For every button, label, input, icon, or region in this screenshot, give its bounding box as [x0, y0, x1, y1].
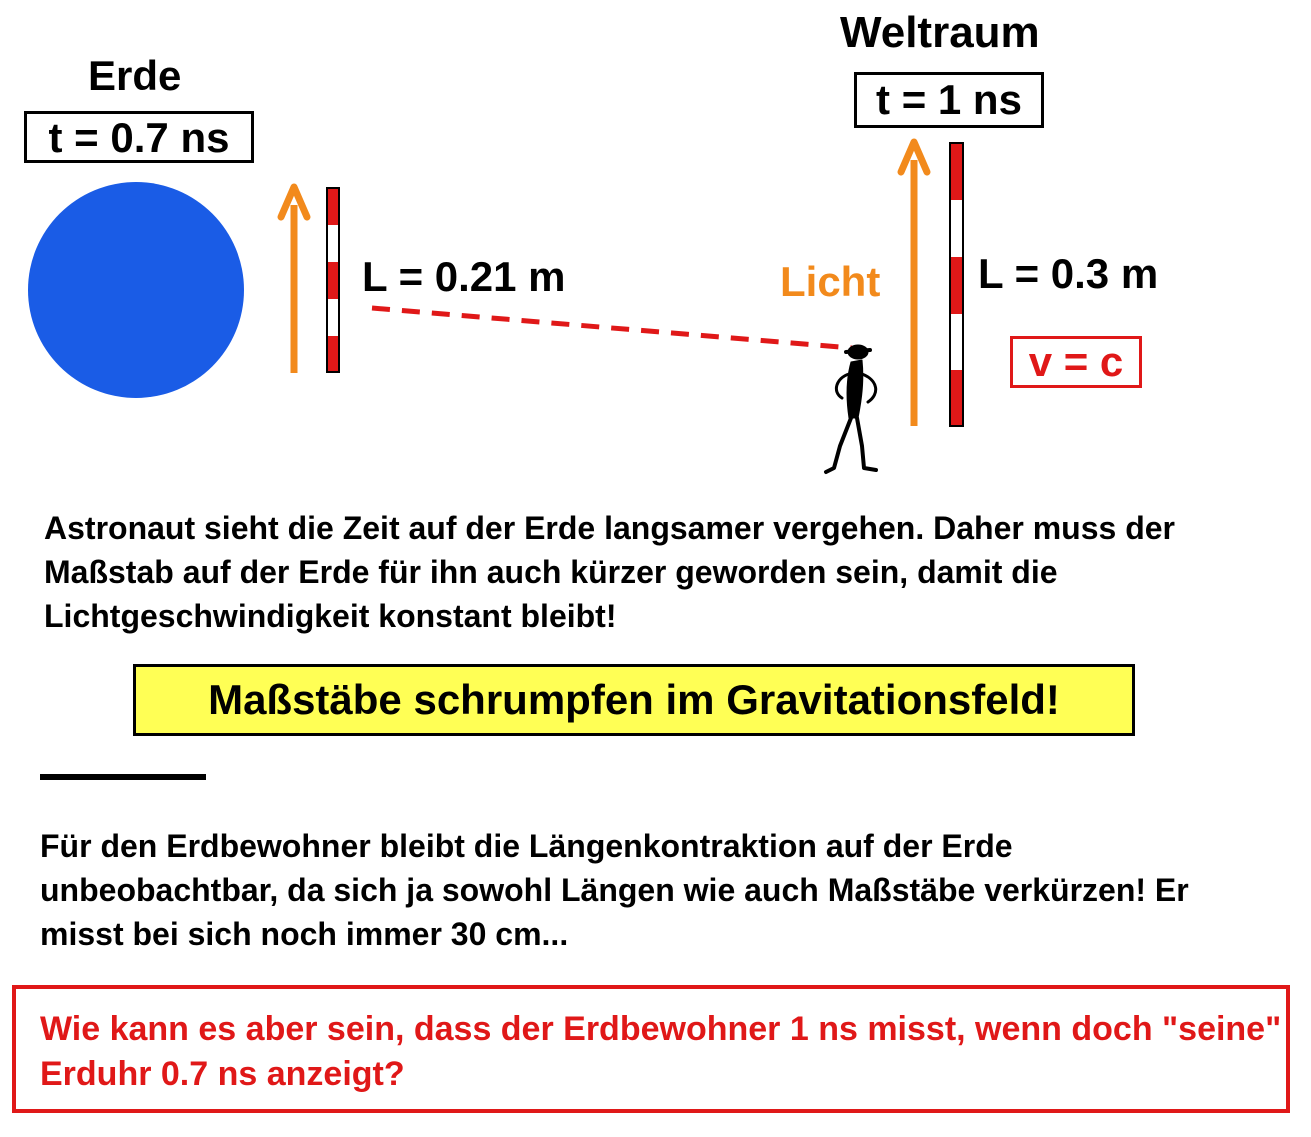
- light-arrow-earth-icon: [281, 187, 307, 373]
- slogan-banner: Maßstäbe schrumpfen im Gravitationsfeld!: [133, 664, 1135, 736]
- earth-time-box: t = 0.7 ns: [24, 111, 254, 163]
- space-title: Weltraum: [840, 8, 1040, 57]
- line-of-sight: [372, 308, 852, 348]
- astronaut-icon: [826, 345, 876, 472]
- question-box: Wie kann es aber sein, dass der Erdbewohner 1 ns misst, wenn doch "seine" Erduhr 0.7 ns anzeigt?: [12, 985, 1290, 1113]
- ruler-space: [950, 143, 963, 426]
- earth-title: Erde: [88, 52, 182, 99]
- separator-line: [40, 774, 206, 780]
- speed-box: v = c: [1010, 336, 1142, 388]
- light-label: Licht: [780, 258, 881, 305]
- earth-observer-paragraph: Für den Erdbewohner bleibt die Längenkontraktion auf der Erde unbeobachtbar, da sich ja sowohl Längen wie auch Maßstäbe verkürzen! Er misst bei sich noch immer 30 cm...: [40, 828, 1189, 952]
- earth-length-label: L = 0.21 m: [362, 253, 566, 300]
- explanation-paragraph: Astronaut sieht die Zeit auf der Erde langsamer vergehen. Daher muss der Maßstab auf der Erde für ihn auch kürzer geworden sein, damit die Lichtgeschwindigkeit konstant bleibt!: [44, 510, 1175, 634]
- space-length-label: L = 0.3 m: [978, 250, 1159, 297]
- space-time-box: t = 1 ns: [854, 72, 1044, 128]
- ruler-earth: [327, 188, 339, 372]
- light-arrow-space-icon: [901, 142, 927, 426]
- earth-globe-icon: [28, 182, 244, 398]
